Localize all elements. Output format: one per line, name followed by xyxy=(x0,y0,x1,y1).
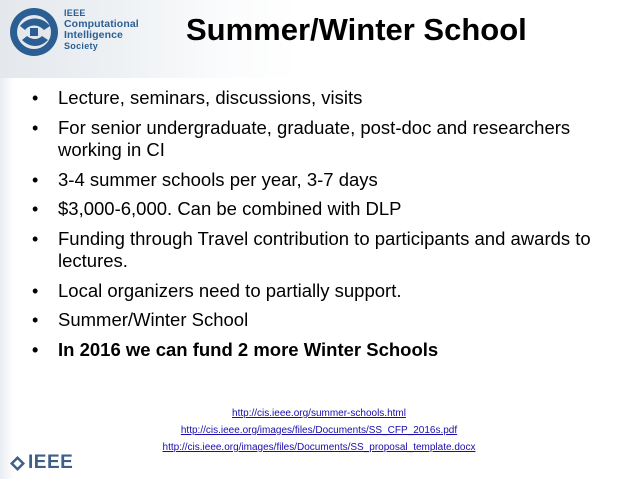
bullet-item xyxy=(32,87,622,110)
bullet-text: 3-4 summer schools per year, 3-7 days xyxy=(58,168,378,190)
link-proposal-template[interactable]: http://cis.ieee.org/images/files/Documents/SS_proposal_template.docx xyxy=(162,442,476,453)
bullet-text: For senior undergraduate, graduate, post-doc and researchers working in CI xyxy=(58,116,571,160)
link-summer-schools[interactable]: http://cis.ieee.org/summer-schools.html xyxy=(232,408,406,419)
bullet-text: Local organizers need to partially support. xyxy=(58,279,402,301)
slide-title: Summer/Winter School xyxy=(186,12,527,47)
bullet-text: Lecture, seminars, discussions, visits xyxy=(58,87,363,108)
bullet-dot: • xyxy=(32,228,39,249)
bullet-text: $3,000-6,000. Can be combined with DLP xyxy=(58,198,402,219)
bullet-dot: • xyxy=(32,339,39,360)
bullet-item xyxy=(32,198,622,221)
link-cfp-pdf[interactable]: http://cis.ieee.org/images/files/Documents/SS_CFP_2016s.pdf xyxy=(180,425,458,436)
bullet-item xyxy=(32,228,622,273)
bullet-item xyxy=(32,169,622,192)
ieee-footer-logo xyxy=(10,452,73,474)
bullet-item-highlight xyxy=(32,339,622,362)
logo-line-ieee: IEEE xyxy=(64,8,86,18)
bullet-dot: • xyxy=(32,280,39,301)
logo-line-society: Society xyxy=(64,41,99,51)
ieee-footer-brand: IEEE xyxy=(28,452,74,473)
bullet-list xyxy=(32,87,622,368)
logo-line-intelligence: Intelligence xyxy=(64,29,123,41)
bullet-text: Funding through Travel contribution to participants and awards to lectures. xyxy=(58,227,591,271)
reference-links xyxy=(0,405,638,456)
bullet-text: In 2016 we can fund 2 more Winter Schools xyxy=(58,338,439,360)
bullet-dot: • xyxy=(32,199,39,219)
bullet-dot: • xyxy=(32,117,39,138)
bullet-dot: • xyxy=(32,169,39,190)
cis-logo-icon xyxy=(8,6,60,62)
bullet-item xyxy=(32,309,622,332)
bullet-item xyxy=(32,280,622,303)
logo-line-computational: Computational xyxy=(64,18,139,30)
bullet-dot: • xyxy=(32,310,39,330)
bullet-dot: • xyxy=(32,88,39,108)
bullet-text: Summer/Winter School xyxy=(58,309,249,330)
bullet-item xyxy=(32,117,622,162)
cis-logo-text xyxy=(64,8,139,52)
ieee-diamond-icon xyxy=(10,456,25,471)
